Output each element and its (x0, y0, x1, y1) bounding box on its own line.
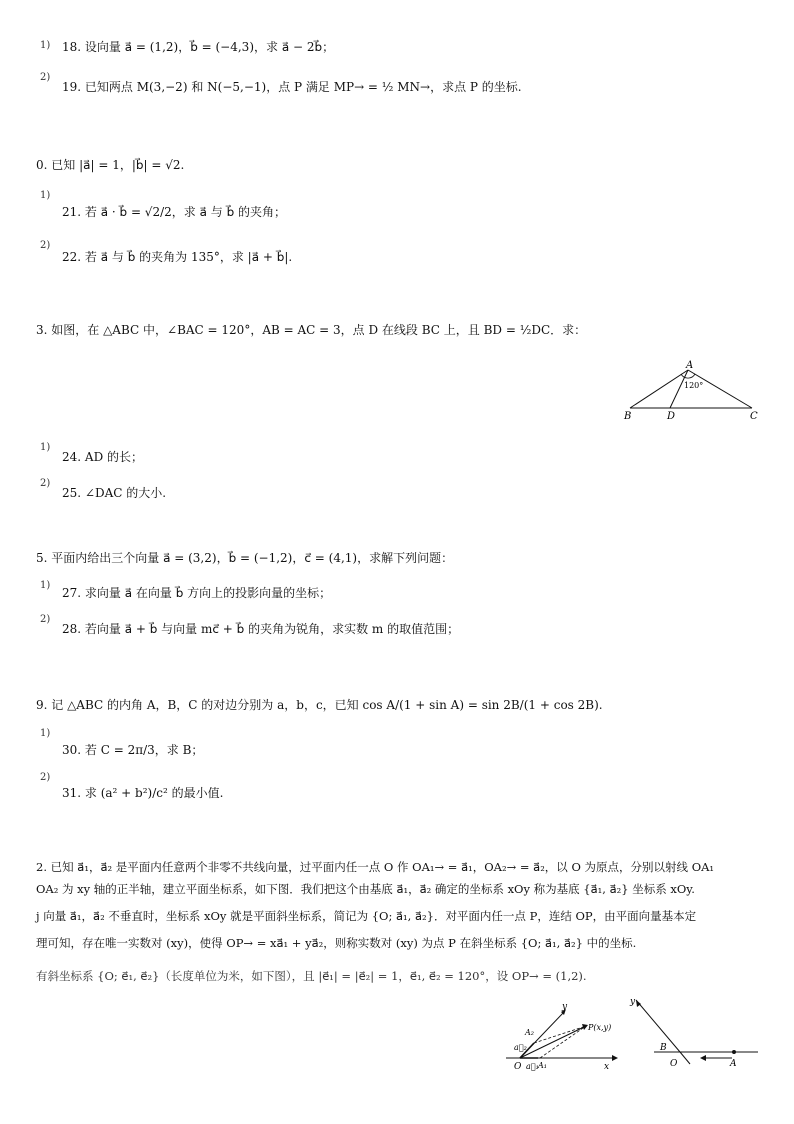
label-B: B (660, 1043, 667, 1053)
axes-figure (624, 994, 764, 1074)
label-C: C (750, 411, 758, 422)
label-y: y (630, 997, 636, 1007)
paragraph-line: 理可知，存在唯一实数对 (xy)，使得 OP→ = xa⃗₁ + ya⃗₂，则称实数对 (xy) 为点 P 在斜坐标系 {O; a⃗₁, a⃗₂} 中的坐标. (36, 936, 637, 950)
marker: 2) (40, 478, 51, 489)
problem-stem: 3. 如图，在 △ABC 中，∠BAC = 120°，AB = AC = 3，点 D 在线段 BC 上，且 BD = ½DC．求： (36, 323, 587, 337)
marker: 1) (40, 580, 51, 591)
marker: 2) (40, 614, 51, 625)
paragraph-line: j 向量 a⃗₁，a⃗₂ 不垂直时，坐标系 xOy 就是平面斜坐标系，简记为 {O; a⃗₁, a⃗₂}．对平面内任一点 P，连结 OP，由平面向量基本定 (36, 909, 697, 923)
question-31: 31. 求 (a² + b²)/c² 的最小值. (62, 786, 224, 800)
oblique-coordinate-figure (500, 1000, 620, 1072)
question-30: 30. 若 C = 2π/3，求 B； (62, 743, 204, 757)
question-27: 27. 求向量 a⃗ 在向量 b⃗ 方向上的投影向量的坐标； (62, 586, 332, 600)
label-A1: A₁ (538, 1061, 547, 1070)
marker: 2) (40, 772, 51, 783)
label-a1: a⃗₁ (526, 1062, 539, 1071)
marker: 1) (40, 190, 51, 201)
problem-stem: 5. 平面内给出三个向量 a⃗ = (3,2)，b⃗ = (−1,2)，c⃗ = (4,1)，求解下列问题： (36, 551, 454, 565)
label-A2: A₂ (525, 1028, 534, 1037)
question-18: 18. 设向量 a⃗ = (1,2)，b⃗ = (−4,3)，求 a⃗ − 2b⃗； (62, 40, 335, 54)
triangle-figure (620, 358, 760, 424)
label-O: O (514, 1062, 522, 1072)
marker: 1) (40, 40, 51, 51)
question-21: 21. 若 a⃗ · b⃗ = √2/2，求 a⃗ 与 b⃗ 的夹角； (62, 205, 286, 219)
marker: 2) (40, 72, 51, 83)
label-P: P(x,y) (588, 1023, 612, 1032)
marker: 2) (40, 240, 51, 251)
problem-stem: 9. 记 △ABC 的内角 A，B，C 的对边分别为 a，b，c，已知 cos A/(1 + sin A) = sin 2B/(1 + cos 2B). (36, 698, 603, 712)
label-x: x (604, 1062, 610, 1072)
label-a2: a⃗₂ (514, 1043, 527, 1052)
angle-label: 120° (684, 381, 704, 390)
paragraph-line: 2. 已知 a⃗₁，a⃗₂ 是平面内任意两个非零不共线向量，过平面内任一点 O 作 OA₁→ = a⃗₁，OA₂→ = a⃗₂，以 O 为原点，分别以射线 OA₁ (36, 860, 715, 874)
marker: 1) (40, 728, 51, 739)
question-24: 24. AD 的长； (62, 450, 144, 464)
label-A: A (730, 1059, 737, 1069)
paragraph-line: OA₂ 为 xy 轴的正半轴，建立平面坐标系，如下图．我们把这个由基底 a⃗₁，a⃗₂ 确定的坐标系 xOy 称为基底 {a⃗₁, a⃗₂} 坐标系 xOy. (36, 882, 695, 896)
label-O: O (670, 1059, 678, 1069)
problem-stem: 0. 已知 |a⃗| = 1，|b⃗| = √2. (36, 158, 185, 172)
label-B: B (624, 411, 632, 422)
paragraph-line: 有斜坐标系 {O; e⃗₁, e⃗₂}（长度单位为米，如下图），且 |e⃗₁| = |e⃗₂| = 1，e⃗₁, e⃗₂ = 120°，设 OP→ = (1,2). (36, 969, 587, 983)
label-D: D (667, 411, 676, 422)
question-22: 22. 若 a⃗ 与 b⃗ 的夹角为 135°，求 |a⃗ + b⃗|. (62, 250, 293, 264)
question-19: 19. 已知两点 M(3,−2) 和 N(−5,−1)，点 P 满足 MP→ = ½ MN→，求点 P 的坐标. (62, 80, 522, 94)
label-y: y (562, 1002, 568, 1012)
question-28: 28. 若向量 a⃗ + b⃗ 与向量 mc⃗ + b⃗ 的夹角为锐角，求实数 m 的取值范围； (62, 622, 460, 636)
label-A: A (686, 360, 694, 371)
marker: 1) (40, 442, 51, 453)
question-25: 25. ∠DAC 的大小. (62, 486, 167, 500)
